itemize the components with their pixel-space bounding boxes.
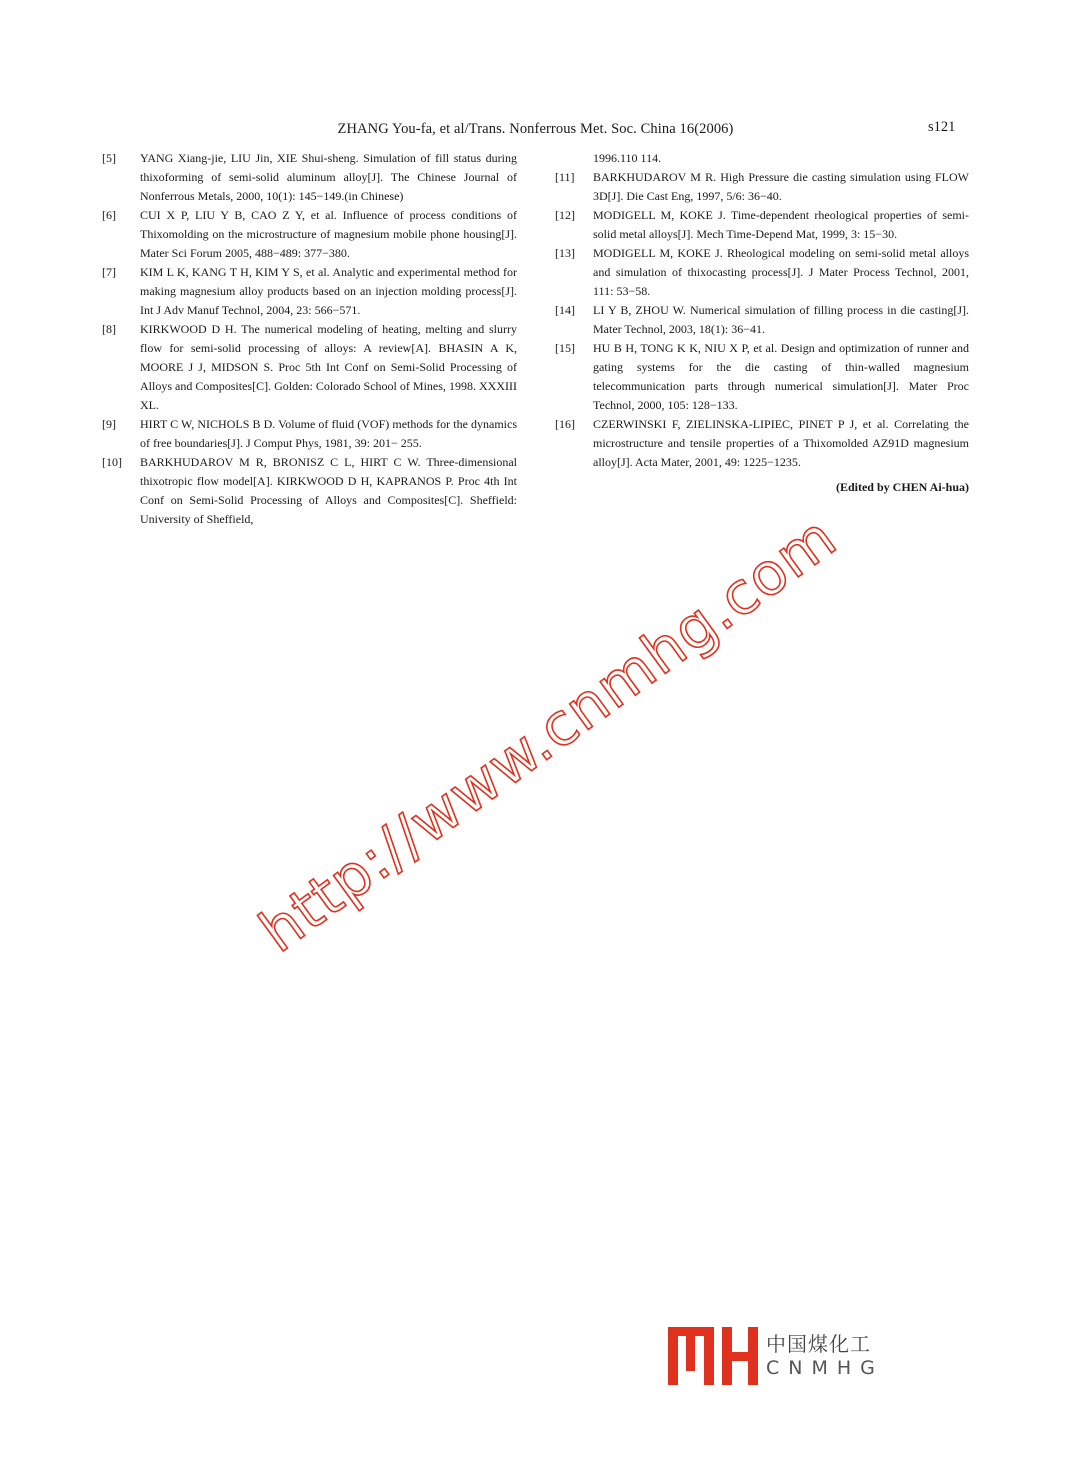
reference-item [555,339,969,415]
reference-item [555,206,969,244]
reference-number: [5] [102,151,116,165]
reference-text: KIRKWOOD D H. The numerical modeling of heating, melting and slurry flow for semi-solid processing of alloys: A review[A]. BHASIN A K, MOORE J J, MIDSON S. Proc 5th Int Conf on Semi-Solid Processing of Alloys and Composites[C]. Golden: Colorado School of Mines, 1998. XXXIII XL. [140,322,517,412]
references-left-column [102,149,517,529]
reference-item [555,168,969,206]
reference-number: [12] [555,208,575,222]
logo-english-name: CNMHG [766,1357,884,1379]
reference-number: [7] [102,265,116,279]
logo-mark-bar [686,1327,695,1371]
reference-text: MODIGELL M, KOKE J. Rheological modeling on semi-solid metal alloys and simulation of thixocasting process[J]. J Mater Process Technol, 2001, 111: 53−58. [593,246,969,298]
reference-item [102,320,517,415]
reference-number: [15] [555,341,575,355]
reference-item [555,244,969,301]
logo-mark-bar [748,1327,758,1385]
reference-text: BARKHUDAROV M R, BRONISZ C L, HIRT C W. Three-dimensional thixotropic flow model[A]. KIRKWOOD D H, KAPRANOS P. Proc 4th Int Conf on Semi-Solid Processing of Alloys and Composites[C]. Sheffield: University of Sheffield, [140,455,517,526]
running-head: ZHANG You-fa, et al/Trans. Nonferrous Met. Soc. China 16(2006) [337,121,734,137]
reference-item [102,453,517,529]
reference-item [102,206,517,263]
editor-note: (Edited by CHEN Ai-hua) [835,480,969,494]
reference-number: [9] [102,417,116,431]
reference-text: YANG Xiang-jie, LIU Jin, XIE Shui-sheng. Simulation of fill status during thixoforming of semi-solid aluminum alloy[J]. The Chinese Journal of Nonferrous Metals, 2000, 10(1): 145−149.(in Chinese) [140,151,517,203]
watermark-url[interactable]: http://www.cnmhg.com [247,502,849,966]
reference-text: HIRT C W, NICHOLS B D. Volume of fluid (VOF) methods for the dynamics of free boundaries[J]. J Comput Phys, 1981, 39: 201− 255. [140,417,517,450]
reference-continuation: 1996.110 114. [593,151,662,165]
reference-number: [11] [555,170,575,184]
reference-number: [13] [555,246,575,260]
logo-chinese-name: 中国煤化工 [766,1332,871,1356]
reference-text: HU B H, TONG K K, NIU X P, et al. Design and optimization of runner and gating systems for the die casting of thin-walled magnesium telecommunication parts through numerical simulation[J]. Mater Proc Technol, 2000, 105: 128−133. [593,341,969,412]
reference-item [102,263,517,320]
logo-mark-icon [668,1325,758,1385]
reference-text: BARKHUDAROV M R. High Pressure die casting simulation using FLOW 3D[J]. Die Cast Eng, 1997, 5/6: 36−40. [593,170,969,203]
references-right-column [555,149,969,497]
reference-text: CUI X P, LIU Y B, CAO Z Y, et al. Influence of process conditions of Thixomolding on the microstructure of magnesium mobile phone housing[J]. Mater Sci Forum 2005, 488−489: 377−380. [140,208,517,260]
reference-item [102,149,517,206]
reference-number: [16] [555,417,575,431]
reference-number: [10] [102,455,122,469]
page-number: s121 [928,119,956,135]
reference-item [555,415,969,472]
reference-item [555,301,969,339]
reference-text: MODIGELL M, KOKE J. Time-dependent rheological properties of semi-solid metal alloys[J]. Mech Time-Depend Mat, 1999, 3: 15−30. [593,208,969,241]
reference-item [102,415,517,453]
reference-number: [6] [102,208,116,222]
logo-mark-bar [704,1327,714,1385]
reference-number: [14] [555,303,575,317]
reference-text: CZERWINSKI F, ZIELINSKA-LIPIEC, PINET P J, et al. Correlating the microstructure and tensile properties of a Thixomolded AZ91D magnesium alloy[J]. Acta Mater, 2001, 49: 1225−1235. [593,417,969,469]
reference-number: [8] [102,322,116,336]
reference-text: KIM L K, KANG T H, KIM Y S, et al. Analytic and experimental method for making magnesium alloy products based on an injection molding process[J]. Int J Adv Manuf Technol, 2004, 23: 566−571. [140,265,517,317]
cnmhg-logo [668,1325,884,1385]
reference-text: LI Y B, ZHOU W. Numerical simulation of filling process in die casting[J]. Mater Technol, 2003, 18(1): 36−41. [593,303,969,336]
